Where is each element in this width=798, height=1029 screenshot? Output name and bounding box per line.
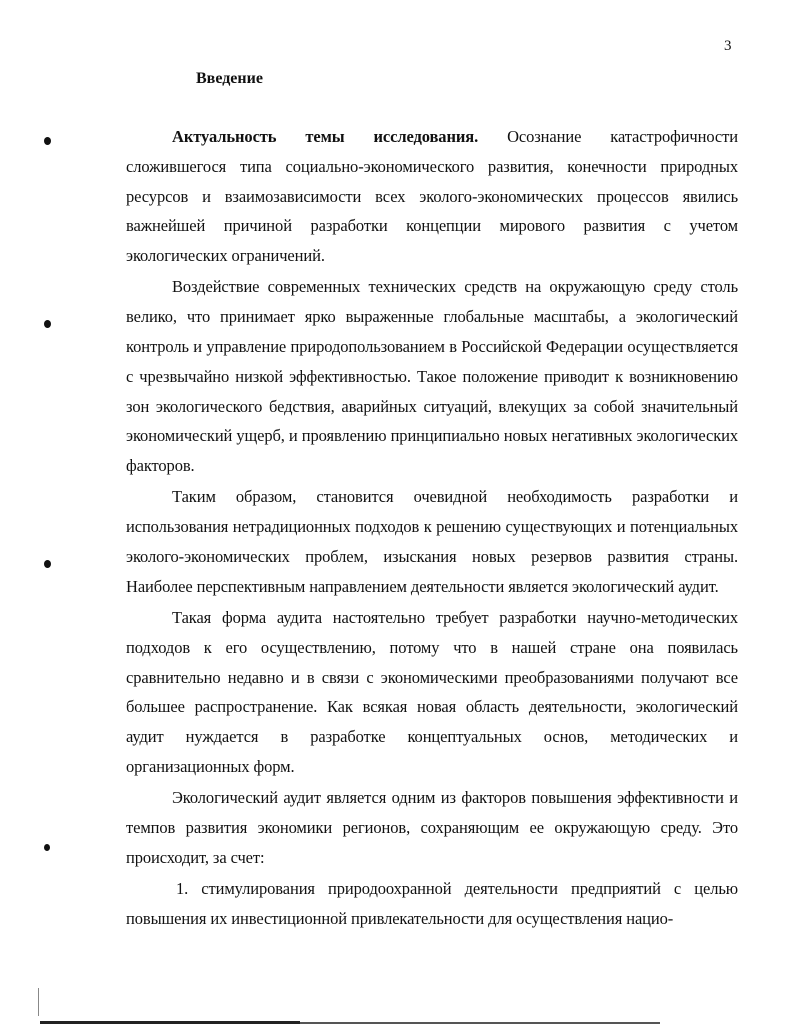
paragraph-audit-form: Такая форма аудита настоятельно требует разработки научно-методических подходов к его осуществлению, потому что в нашей стране она появилась сравнительно недавно и в связи с экономическими преобразованиями получают все большее распространение. Как всякая новая область деятельности, экологический аудит нуждается в разработке концептуальных основ, методических и организационных форм. [126, 607, 738, 776]
page-number: 3 [724, 38, 732, 54]
body-text [126, 122, 738, 935]
paragraph-text: Осознание катастрофичности сложившегося типа социально-экономического развития, конечности природных ресурсов и взаимозависимости всех эколого-экономических процессов явились важнейшей причиной разработки концепции мирового развития с учетом экологических ограничений. [126, 127, 738, 266]
scan-edge-line [300, 1022, 660, 1024]
margin-dot-icon [44, 560, 51, 568]
margin-dot-icon [44, 844, 50, 851]
scan-edge-line [40, 1021, 300, 1024]
list-item-1: 1. стимулирования природоохранной деятельности предприятий с целью повышения их инвестиционной привлекательности для осуществления нацио- [126, 878, 738, 928]
margin-dot-icon [44, 320, 51, 328]
paragraph-lead: Актуальность темы исследования. [172, 127, 479, 146]
paragraph-impact: Воздействие современных технических средств на окружающую среду столь велико, что принимает ярко выраженные глобальные масштабы, а экологический контроль и управление природопользованием в Российской Федерации осуществляется с чрезвычайно низкой эффективностью. Такое положение приводит к возникновению зон экологического бедствия, аварийных ситуаций, влекущих за собой значительный экономический ущерб, и проявлению принципиально новых негативных экологических факторов. [126, 277, 738, 476]
paragraph-relevance [126, 122, 738, 271]
scan-edge-mark [38, 988, 39, 1016]
paragraph-audit-factors: Экологический аудит является одним из факторов повышения эффективности и темпов развития экономики регионов, сохраняющим ее окружающую среду. Это происходит, за счет: [126, 788, 738, 867]
paragraph-necessity: Таким образом, становится очевидной необходимость разработки и использования нетрадиционных подходов к решению существующих и потенциальных эколого-экономических проблем, изыскания новых резервов развития страны. Наиболее перспективным направлением деятельности является экологический аудит. [126, 487, 738, 596]
margin-dot-icon [44, 137, 51, 145]
section-heading: Введение [196, 70, 263, 87]
